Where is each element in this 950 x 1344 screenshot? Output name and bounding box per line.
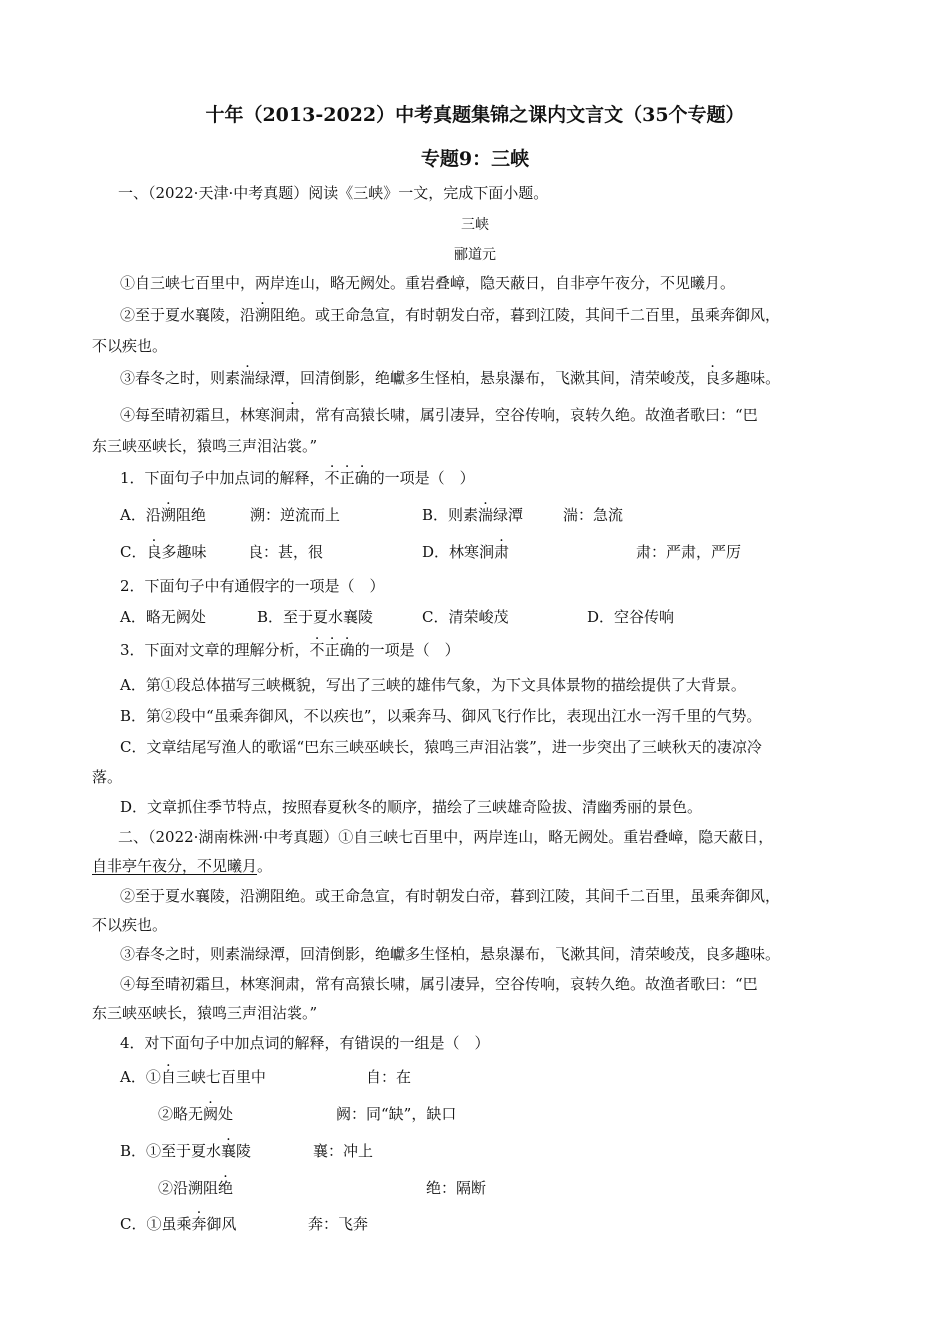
question-3-option-c: C．文章结尾写渔人的歌谣“巴东三峡巫峡长，猿鸣三声泪沾裳”，进一步突出了三峡秋天的凄凉冷 bbox=[120, 738, 762, 756]
question-3-stem: 3．下面对文章的理解分析，不正确的一项是（ ） bbox=[120, 641, 460, 659]
section2-header: 二、（2022·湖南株洲·中考真题）①自三峡七百里中，两岸连山，略无阙处。重岩叠嶂，隐天蔽日， bbox=[118, 828, 774, 846]
passage-author: 郦道元 bbox=[454, 247, 496, 263]
question-1-option-b: B．则素湍绿潭 bbox=[422, 506, 524, 524]
underlined-sentence: 自非亭午夜分，不见曦月 bbox=[92, 857, 258, 875]
question-3-option-d: D．文章抓住季节特点，按照春夏秋冬的顺序，描绘了三峡雄奇险拔、清幽秀丽的景色。 bbox=[120, 798, 703, 816]
document-title: 十年（2013-2022）中考真题集锦之课内文言文（35个专题） bbox=[205, 104, 745, 126]
passage-paragraph-4-cont: 东三峡巫峡长，猿鸣三声泪沾裳。” bbox=[92, 437, 318, 455]
question-2-option-a: A．略无阙处 bbox=[120, 608, 206, 626]
passage-title: 三峡 bbox=[461, 217, 489, 233]
question-4-option-a2: ②略无阙处 bbox=[158, 1105, 234, 1123]
question-1-stem: 1．下面句子中加点词的解释，不正确的一项是（ ） bbox=[120, 469, 475, 487]
section2-paragraph-2: ②至于夏水襄陵，沿溯阻绝。或王命急宣，有时朝发白帝，暮到江陵，其间千二百里，虽乘奔御风， bbox=[120, 887, 781, 905]
question-1-option-d-explanation: 肃：严肃，严厉 bbox=[636, 543, 742, 561]
question-4-option-c1-explanation: 奔：飞奔 bbox=[308, 1215, 369, 1233]
question-3-option-a: A．第①段总体描写三峡概貌，写出了三峡的雄伟气象，为下文具体景物的描绘提供了大背景。 bbox=[120, 676, 746, 694]
question-4-option-b2-explanation: 绝：隔断 bbox=[426, 1179, 487, 1197]
question-3-option-c-cont: 落。 bbox=[92, 768, 123, 786]
question-2-option-b: B．至于夏水襄陵 bbox=[257, 608, 374, 626]
question-1-option-a-explanation: 溯：逆流而上 bbox=[250, 506, 341, 524]
question-4-option-b1-explanation: 襄：冲上 bbox=[313, 1142, 374, 1160]
section2-paragraph-4-cont: 东三峡巫峡长，猿鸣三声泪沾裳。” bbox=[92, 1004, 318, 1022]
question-1-option-c: C．良多趣味 bbox=[120, 543, 207, 561]
question-1-option-a: A．沿溯阻绝 bbox=[120, 506, 206, 524]
question-1-option-b-explanation: 湍：急流 bbox=[563, 506, 624, 524]
question-4-option-a2-explanation: 阙：同“缺”，缺口 bbox=[336, 1105, 457, 1123]
section2-paragraph-4: ④每至晴初霜旦，林寒涧肃，常有高猿长啸，属引凄异，空谷传响，哀转久绝。故渔者歌曰：“巴 bbox=[120, 975, 758, 993]
question-4-option-b1: B．①至于夏水襄陵 bbox=[120, 1142, 252, 1160]
question-4-option-a1-explanation: 自：在 bbox=[366, 1068, 412, 1086]
section2-paragraph-3: ③春冬之时，则素湍绿潭，回清倒影，绝巘多生怪柏，悬泉瀑布，飞漱其间，清荣峻茂，良多趣味。 bbox=[120, 945, 781, 963]
question-4-option-c1: C．①虽乘奔御风 bbox=[120, 1215, 237, 1233]
question-4-option-a1: A．①自三峡七百里中 bbox=[120, 1068, 266, 1086]
section2-underlined-line: 自非亭午夜分，不见曦月。 bbox=[92, 857, 273, 875]
question-2-option-c: C．清荣峻茂 bbox=[422, 608, 509, 626]
question-4-stem: 4．对下面句子中加点词的解释，有错误的一组是（ ） bbox=[120, 1034, 490, 1052]
document-subtitle: 专题9：三峡 bbox=[420, 148, 530, 170]
section1-header: 一、（2022·天津·中考真题）阅读《三峡》一文，完成下面小题。 bbox=[118, 184, 549, 202]
passage-paragraph-1: ①自三峡七百里中，两岸连山，略无阙处。重岩叠嶂，隐天蔽日，自非亭午夜分，不见曦月。 bbox=[120, 274, 736, 292]
passage-paragraph-2: ②至于夏水襄陵，沿溯阻绝。或王命急宣，有时朝发白帝，暮到江陵，其间千二百里，虽乘奔御风， bbox=[120, 306, 781, 324]
question-4-option-b2: ②沿溯阻绝 bbox=[158, 1179, 234, 1197]
question-1-option-d: D．林寒涧肃 bbox=[422, 543, 510, 561]
section2-paragraph-2-cont: 不以疾也。 bbox=[92, 916, 168, 934]
question-3-option-b: B．第②段中“虽乘奔御风，不以疾也”，以乘奔马、御风飞行作比，表现出江水一泻千里的气势。 bbox=[120, 707, 762, 725]
question-2-stem: 2．下面句子中有通假字的一项是（ ） bbox=[120, 577, 385, 595]
passage-paragraph-3: ③春冬之时，则素湍绿潭，回清倒影，绝巘多生怪柏，悬泉瀑布，飞漱其间，清荣峻茂，良多趣味。 bbox=[120, 369, 781, 387]
passage-paragraph-4: ④每至晴初霜旦，林寒涧肃，常有高猿长啸，属引凄异，空谷传响，哀转久绝。故渔者歌曰：“巴 bbox=[120, 406, 758, 424]
question-2-option-d: D．空谷传响 bbox=[587, 608, 675, 626]
passage-paragraph-2-cont: 不以疾也。 bbox=[92, 337, 168, 355]
question-1-option-c-explanation: 良：甚，很 bbox=[248, 543, 324, 561]
